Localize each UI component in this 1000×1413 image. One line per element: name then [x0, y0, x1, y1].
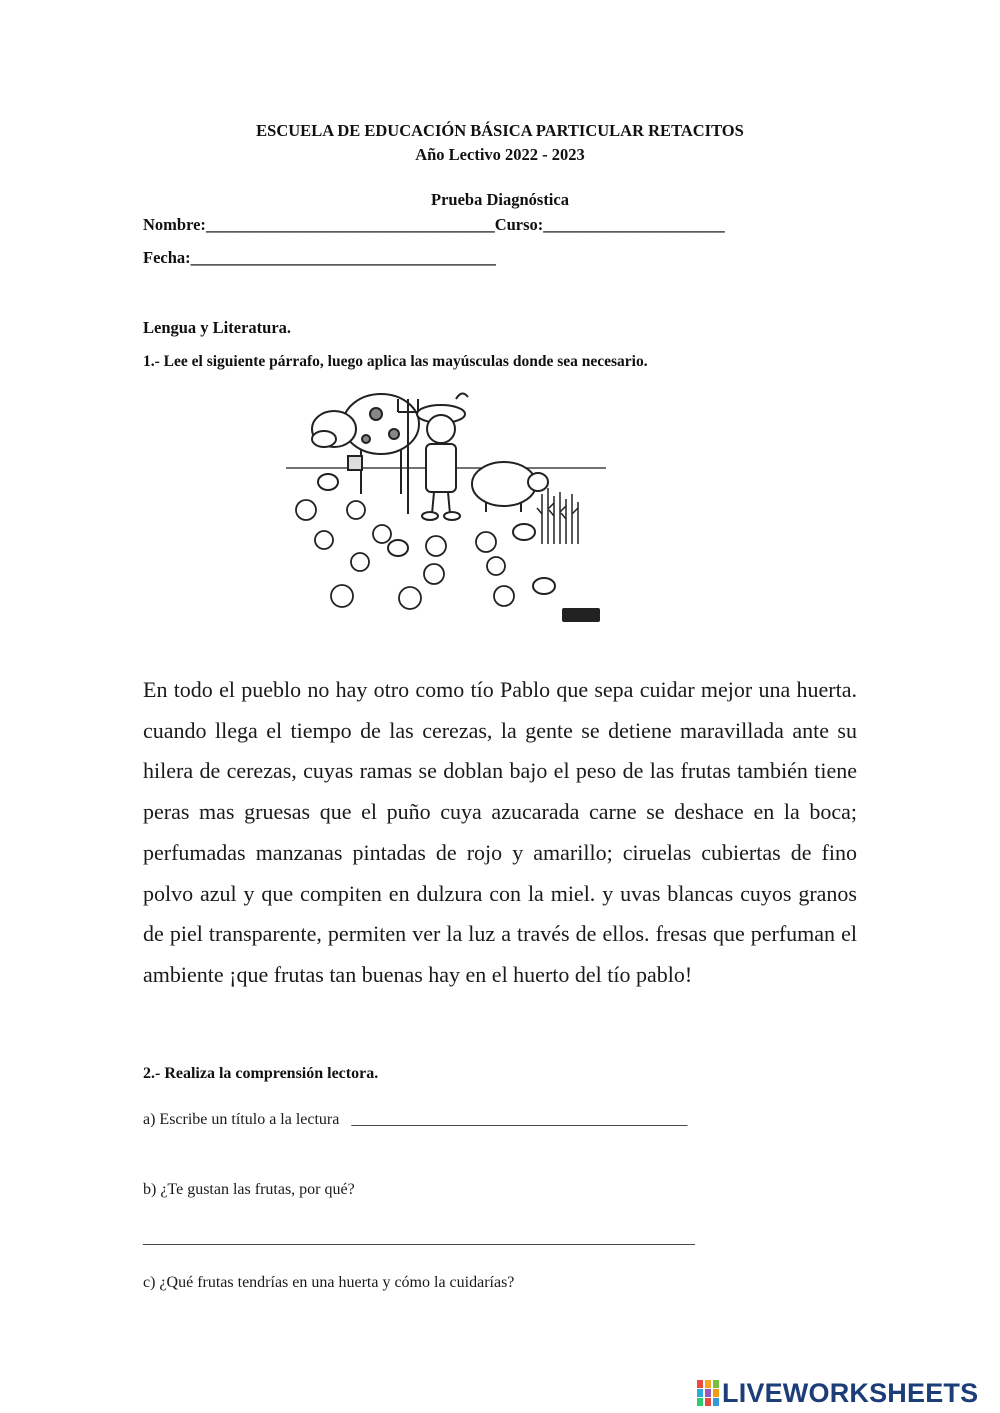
liveworksheets-logo: [697, 1378, 978, 1408]
date-field[interactable]: _____________________________________: [190, 248, 496, 267]
test-title: Prueba Diagnóstica: [431, 190, 569, 209]
school-year: Año Lectivo 2022 - 2023: [415, 145, 585, 164]
name-course-row: [143, 215, 725, 235]
course-label: Curso:: [494, 215, 544, 234]
farm-illustration: [286, 384, 606, 628]
question-a-text: a) Escribe un título a la lectura: [143, 1111, 340, 1128]
date-row: [143, 248, 496, 268]
illustration-badge: [562, 608, 600, 622]
question-1: 1.- Lee el siguiente párrafo, luego aplica las mayúsculas donde sea necesario.: [143, 353, 648, 370]
reading-paragraph: En todo el pueblo no hay otro como tío Pablo que sepa cuidar mejor una huerta. cuando llega el tiempo de las cerezas, la gente se detiene maravillada ante su hilera de cerezas, cuyas ramas se doblan bajo el peso de las frutas también tiene peras mas gruesas que el puño cuya azucarada carne se deshace en la boca; perfumadas manzanas pintadas de rojo y amarillo; ciruelas cubiertas de fino polvo azul y que compiten en dulzura con la miel. y uvas blancas cuyos granos de piel transparente, permiten ver la luz a través de ellos. fresas que perfuman el ambiente ¡que frutas tan buenas hay en el huerto del tío pablo!: [143, 677, 857, 987]
course-field[interactable]: ______________________: [543, 215, 725, 234]
name-field[interactable]: ___________________________________: [205, 215, 495, 234]
subject-heading: Lengua y Literatura.: [143, 318, 292, 337]
school-name: ESCUELA DE EDUCACIÓN BÁSICA PARTICULAR RETACITOS: [256, 121, 744, 140]
date-label: Fecha:: [143, 248, 191, 267]
liveworksheets-logo-icon: [697, 1380, 719, 1406]
name-label: Nombre:: [143, 215, 206, 234]
question-b-answer-line[interactable]: _____________________________________________________________________: [143, 1230, 695, 1247]
question-b: b) ¿Te gustan las frutas, por qué?: [143, 1181, 355, 1198]
question-a: [143, 1111, 687, 1129]
question-a-answer-line[interactable]: __________________________________________: [351, 1111, 688, 1128]
question-c: c) ¿Qué frutas tendrías en una huerta y cómo la cuidarías?: [143, 1274, 515, 1291]
liveworksheets-logo-text: LIVEWORKSHEETS: [722, 1377, 979, 1408]
question-2: 2.- Realiza la comprensión lectora.: [143, 1065, 379, 1082]
